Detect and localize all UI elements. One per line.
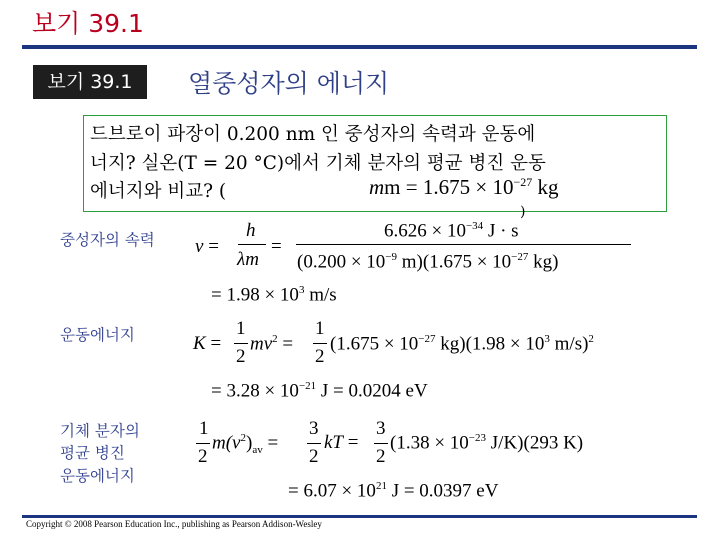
speed-lhs: v = [195,236,219,257]
title-divider [22,45,697,49]
speed-symbol: v [195,236,204,257]
speed-frac1-den: λm [237,249,259,270]
mass-symbol: m [369,175,385,199]
gas-half-num: 1 [199,418,209,439]
footer-divider [22,515,697,518]
mass-exponent: −27 [513,175,533,189]
ke-half-den-2: 2 [315,346,325,367]
problem-close-paren: ) [520,204,526,220]
label-gas-line-3: 운동에너지 [60,467,135,485]
gas-values: ($1.38 \times 10^{-23}$ J/K)(293 K) [390,432,584,454]
speed-equals: = [271,236,282,257]
ke-half-bar-1 [234,343,248,344]
example-tag: 보기 39.1 [33,65,147,99]
gas-three-halves-num-2: 3 [376,418,386,439]
gas-result: = $6.07 \times 10^{21}$ J = 0.0397 eV [288,480,499,502]
speed-frac2-bar [296,244,631,245]
mass-value: m = 1.675 × 10 [384,175,514,199]
speed-frac2-num: $6.626 \times 10^{-34}$ J · s [384,220,519,242]
mass-unit: kg [537,175,559,199]
problem-box [83,115,667,220]
example-heading: 열중성자의 에너지 [188,69,390,98]
neutron-mass [369,175,558,200]
speed-result: = $1.98 \times 10^3$ m/s [211,284,337,306]
gas-half-den: 2 [198,446,208,467]
gas-kt: kT = [324,432,359,453]
gas-three-halves-bar-2 [374,443,388,444]
speed-frac1-bar [238,244,266,245]
copyright-notice: Copyright © 2008 Pearson Education Inc., publishing as Pearson Addison-Wesley [26,519,322,529]
ke-lhs: K = [193,333,222,354]
gas-three-halves-den-2: 2 [376,446,386,467]
ke-result: = $3.28 \times 10^{-21}$ J = 0.0204 eV [211,380,428,402]
gas-three-halves-bar-1 [307,443,321,444]
speed-frac2-den: ($0.200 \times 10^{-9}$ $m)(1.675 \times 10^{-27}$ kg) [297,251,559,273]
ke-half-num-1: 1 [236,318,246,339]
problem-line-2: 너지? 실온(T = 20 °C)에서 기체 분자의 평균 병진 운동 [90,153,546,174]
label-speed: 중성자의 속력 [60,231,155,249]
ke-half-bar-2 [313,343,327,344]
gas-three-halves-num-1: 3 [309,418,319,439]
problem-line-1: 드브로이 파장이 0.200 nm 인 중성자의 속력과 운동에 [90,124,536,145]
ke-half-num-2: 1 [315,318,325,339]
ke-values: ($1.675 \times 10^{-27}$ $kg)(1.98 \times 10^3$ m/s)$^2$ [330,333,594,355]
gas-mv2-av: $m(v^2)_{av}$ = [212,432,279,457]
speed-frac1-num: h [246,220,256,241]
gas-half-bar [196,443,210,444]
gas-three-halves-den-1: 2 [309,446,319,467]
ke-mv2: $mv^2$ = [250,333,294,355]
label-gas-line-2: 평균 병진 [60,444,125,462]
label-kinetic-energy: 운동에너지 [60,326,135,344]
slide-title: 보기 39.1 [32,9,144,38]
label-gas-line-1: 기체 분자의 [60,422,140,440]
problem-line-3: 에너지와 비교? ( [90,181,227,202]
ke-half-den-1: 2 [236,346,246,367]
